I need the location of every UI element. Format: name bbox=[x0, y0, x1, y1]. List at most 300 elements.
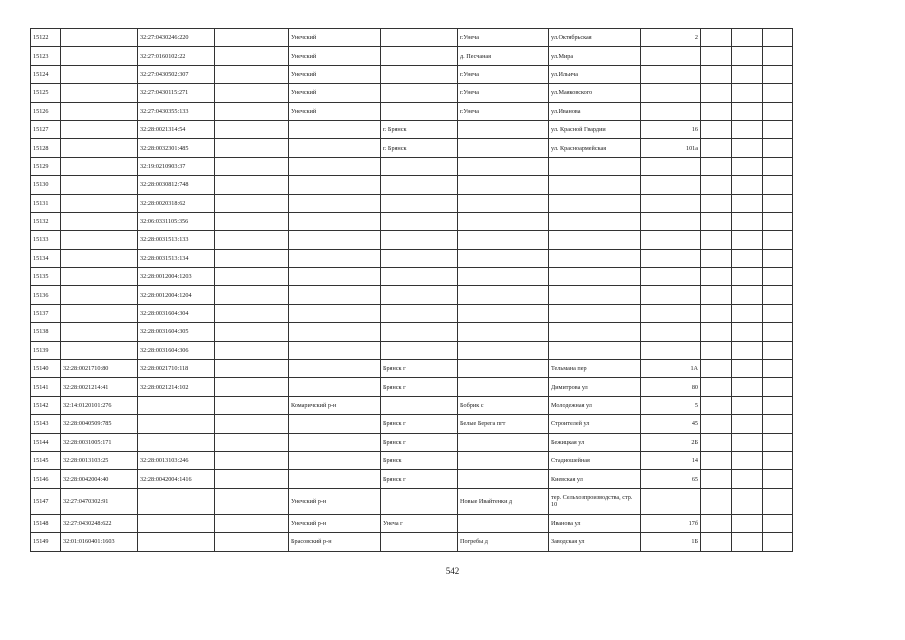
house-number-cell bbox=[641, 176, 701, 194]
empty-cell bbox=[763, 488, 793, 514]
empty-cell bbox=[732, 176, 763, 194]
row-number-cell: 15143 bbox=[31, 415, 61, 433]
empty-cell bbox=[701, 194, 732, 212]
house-number-cell: 101а bbox=[641, 139, 701, 157]
blank-cell-cell bbox=[215, 433, 289, 451]
empty-cell bbox=[701, 488, 732, 514]
blank-cell-cell bbox=[215, 120, 289, 138]
settlement-cell bbox=[458, 212, 549, 230]
table-row bbox=[31, 286, 793, 304]
blank-cell-cell bbox=[215, 249, 289, 267]
blank-cell-cell bbox=[215, 396, 289, 414]
city-cell bbox=[381, 231, 458, 249]
table-row bbox=[31, 249, 793, 267]
house-number-cell: 45 bbox=[641, 415, 701, 433]
table-row bbox=[31, 360, 793, 378]
street-cell: Киевская ул bbox=[549, 470, 641, 488]
empty-cell bbox=[732, 433, 763, 451]
empty-cell bbox=[701, 231, 732, 249]
empty-cell bbox=[732, 470, 763, 488]
blank-cell-cell bbox=[215, 470, 289, 488]
district-cell: Унечский bbox=[289, 65, 381, 83]
settlement-cell: Бобрик с bbox=[458, 396, 549, 414]
row-number-cell: 15137 bbox=[31, 304, 61, 322]
empty-cell bbox=[701, 29, 732, 47]
city-cell bbox=[381, 47, 458, 65]
empty-cell bbox=[763, 102, 793, 120]
house-number-cell: 17б bbox=[641, 514, 701, 532]
house-number-cell: 14 bbox=[641, 451, 701, 469]
street-cell: Строителей ул bbox=[549, 415, 641, 433]
city-cell bbox=[381, 268, 458, 286]
district-cell bbox=[289, 415, 381, 433]
empty-cell bbox=[732, 120, 763, 138]
row-number-cell: 15129 bbox=[31, 157, 61, 175]
city-cell bbox=[381, 29, 458, 47]
empty-cell bbox=[701, 433, 732, 451]
cadastral-number-cell: 32:28:0032301:485 bbox=[138, 139, 215, 157]
empty-cell bbox=[732, 533, 763, 551]
house-number-cell: 80 bbox=[641, 378, 701, 396]
empty-cell bbox=[701, 415, 732, 433]
table-row bbox=[31, 194, 793, 212]
empty-cell bbox=[701, 268, 732, 286]
cadastral-number-cell: 32:28:0031604:304 bbox=[138, 304, 215, 322]
settlement-cell bbox=[458, 231, 549, 249]
house-number-cell: 1Б bbox=[641, 533, 701, 551]
cadastral-number-cell: 32:28:0021214:102 bbox=[138, 378, 215, 396]
empty-cell bbox=[763, 249, 793, 267]
district-cell: Унечский р-н bbox=[289, 488, 381, 514]
empty-cell bbox=[701, 304, 732, 322]
street-cell: Молодежная ул bbox=[549, 396, 641, 414]
cadastral-number-old-cell bbox=[61, 194, 138, 212]
city-cell: Брянск г bbox=[381, 470, 458, 488]
table-row bbox=[31, 341, 793, 359]
street-cell: Бежицкая ул bbox=[549, 433, 641, 451]
cadastral-table bbox=[30, 28, 793, 552]
row-number-cell: 15125 bbox=[31, 84, 61, 102]
table-row bbox=[31, 488, 793, 514]
cadastral-number-old-cell bbox=[61, 29, 138, 47]
street-cell: Стадиошейная bbox=[549, 451, 641, 469]
house-number-cell bbox=[641, 323, 701, 341]
settlement-cell bbox=[458, 451, 549, 469]
empty-cell bbox=[701, 341, 732, 359]
empty-cell bbox=[701, 360, 732, 378]
cadastral-number-cell: 32:27:0430355:133 bbox=[138, 102, 215, 120]
row-number-cell: 15124 bbox=[31, 65, 61, 83]
settlement-cell bbox=[458, 157, 549, 175]
street-cell: ул. Красной Гвардии bbox=[549, 120, 641, 138]
blank-cell-cell bbox=[215, 360, 289, 378]
district-cell: Брасовский р-н bbox=[289, 533, 381, 551]
cadastral-number-cell bbox=[138, 396, 215, 414]
settlement-cell: г.Унеча bbox=[458, 29, 549, 47]
district-cell bbox=[289, 268, 381, 286]
cadastral-number-cell: 32:28:0031513:134 bbox=[138, 249, 215, 267]
empty-cell bbox=[763, 341, 793, 359]
district-cell bbox=[289, 304, 381, 322]
empty-cell bbox=[701, 286, 732, 304]
street-cell bbox=[549, 176, 641, 194]
table-row bbox=[31, 304, 793, 322]
row-number-cell: 15133 bbox=[31, 231, 61, 249]
empty-cell bbox=[701, 65, 732, 83]
table-row bbox=[31, 139, 793, 157]
empty-cell bbox=[732, 286, 763, 304]
blank-cell-cell bbox=[215, 231, 289, 249]
table-row bbox=[31, 451, 793, 469]
cadastral-number-cell: 32:28:0013103:246 bbox=[138, 451, 215, 469]
street-cell: ул.Октябрьская bbox=[549, 29, 641, 47]
cadastral-number-old-cell bbox=[61, 268, 138, 286]
blank-cell-cell bbox=[215, 341, 289, 359]
cadastral-number-old-cell bbox=[61, 286, 138, 304]
cadastral-number-cell: 32:28:0031513:133 bbox=[138, 231, 215, 249]
empty-cell bbox=[763, 268, 793, 286]
empty-cell bbox=[732, 231, 763, 249]
blank-cell-cell bbox=[215, 176, 289, 194]
cadastral-number-old-cell: 32:28:0021710:80 bbox=[61, 360, 138, 378]
blank-cell-cell bbox=[215, 157, 289, 175]
table-row bbox=[31, 231, 793, 249]
street-cell bbox=[549, 341, 641, 359]
row-number-cell: 15130 bbox=[31, 176, 61, 194]
table-row bbox=[31, 378, 793, 396]
district-cell bbox=[289, 286, 381, 304]
blank-cell-cell bbox=[215, 286, 289, 304]
settlement-cell bbox=[458, 378, 549, 396]
empty-cell bbox=[732, 212, 763, 230]
settlement-cell bbox=[458, 514, 549, 532]
empty-cell bbox=[763, 378, 793, 396]
row-number-cell: 15126 bbox=[31, 102, 61, 120]
settlement-cell bbox=[458, 286, 549, 304]
district-cell: Унечский bbox=[289, 47, 381, 65]
street-cell: ул.Иванова bbox=[549, 102, 641, 120]
cadastral-number-cell bbox=[138, 488, 215, 514]
empty-cell bbox=[732, 514, 763, 532]
city-cell bbox=[381, 396, 458, 414]
cadastral-number-old-cell bbox=[61, 212, 138, 230]
cadastral-number-old-cell: 32:27:0430248:622 bbox=[61, 514, 138, 532]
settlement-cell bbox=[458, 360, 549, 378]
empty-cell bbox=[732, 304, 763, 322]
empty-cell bbox=[763, 533, 793, 551]
empty-cell bbox=[732, 378, 763, 396]
settlement-cell bbox=[458, 470, 549, 488]
cadastral-number-cell: 32:28:0030812:748 bbox=[138, 176, 215, 194]
cadastral-number-cell: 32:28:0021710:118 bbox=[138, 360, 215, 378]
empty-cell bbox=[763, 47, 793, 65]
empty-cell bbox=[763, 120, 793, 138]
street-cell bbox=[549, 157, 641, 175]
street-cell bbox=[549, 286, 641, 304]
table-row bbox=[31, 323, 793, 341]
city-cell bbox=[381, 533, 458, 551]
settlement-cell bbox=[458, 304, 549, 322]
settlement-cell: г.Унеча bbox=[458, 102, 549, 120]
empty-cell bbox=[732, 249, 763, 267]
cadastral-number-old-cell bbox=[61, 65, 138, 83]
empty-cell bbox=[701, 139, 732, 157]
district-cell bbox=[289, 470, 381, 488]
district-cell bbox=[289, 231, 381, 249]
settlement-cell: Новые Ивайтенки д bbox=[458, 488, 549, 514]
house-number-cell: 5 bbox=[641, 396, 701, 414]
empty-cell bbox=[732, 194, 763, 212]
row-number-cell: 15135 bbox=[31, 268, 61, 286]
empty-cell bbox=[701, 47, 732, 65]
table-row bbox=[31, 533, 793, 551]
blank-cell-cell bbox=[215, 533, 289, 551]
house-number-cell bbox=[641, 65, 701, 83]
empty-cell bbox=[701, 157, 732, 175]
district-cell bbox=[289, 176, 381, 194]
empty-cell bbox=[763, 176, 793, 194]
settlement-cell bbox=[458, 249, 549, 267]
settlement-cell: г.Унеча bbox=[458, 65, 549, 83]
settlement-cell: Погребы д bbox=[458, 533, 549, 551]
street-cell: Заводская ул bbox=[549, 533, 641, 551]
district-cell bbox=[289, 249, 381, 267]
empty-cell bbox=[732, 139, 763, 157]
cadastral-number-old-cell: 32:28:0042004:40 bbox=[61, 470, 138, 488]
row-number-cell: 15127 bbox=[31, 120, 61, 138]
cadastral-number-cell: 32:19:0210903:37 bbox=[138, 157, 215, 175]
city-cell: г. Брянск bbox=[381, 120, 458, 138]
empty-cell bbox=[701, 249, 732, 267]
street-cell bbox=[549, 304, 641, 322]
district-cell bbox=[289, 360, 381, 378]
empty-cell bbox=[763, 212, 793, 230]
empty-cell bbox=[701, 451, 732, 469]
city-cell: Брянск г bbox=[381, 360, 458, 378]
cadastral-number-cell bbox=[138, 415, 215, 433]
district-cell: Комаричский р-н bbox=[289, 396, 381, 414]
cadastral-number-cell: 32:27:0430502:307 bbox=[138, 65, 215, 83]
blank-cell-cell bbox=[215, 514, 289, 532]
district-cell bbox=[289, 433, 381, 451]
cadastral-number-old-cell bbox=[61, 304, 138, 322]
empty-cell bbox=[701, 396, 732, 414]
cadastral-number-old-cell bbox=[61, 139, 138, 157]
empty-cell bbox=[732, 360, 763, 378]
row-number-cell: 15148 bbox=[31, 514, 61, 532]
house-number-cell: 2 bbox=[641, 29, 701, 47]
district-cell bbox=[289, 157, 381, 175]
city-cell bbox=[381, 304, 458, 322]
row-number-cell: 15132 bbox=[31, 212, 61, 230]
empty-cell bbox=[732, 396, 763, 414]
empty-cell bbox=[701, 323, 732, 341]
settlement-cell: д. Песчаная bbox=[458, 47, 549, 65]
row-number-cell: 15144 bbox=[31, 433, 61, 451]
row-number-cell: 15131 bbox=[31, 194, 61, 212]
district-cell bbox=[289, 323, 381, 341]
empty-cell bbox=[763, 451, 793, 469]
settlement-cell: г.Унеча bbox=[458, 84, 549, 102]
district-cell: Унечский bbox=[289, 84, 381, 102]
city-cell bbox=[381, 65, 458, 83]
district-cell bbox=[289, 194, 381, 212]
row-number-cell: 15123 bbox=[31, 47, 61, 65]
empty-cell bbox=[763, 65, 793, 83]
row-number-cell: 15136 bbox=[31, 286, 61, 304]
city-cell bbox=[381, 176, 458, 194]
cadastral-number-cell: 32:27:0430246:220 bbox=[138, 29, 215, 47]
empty-cell bbox=[732, 84, 763, 102]
cadastral-number-cell: 32:28:0021314:54 bbox=[138, 120, 215, 138]
cadastral-number-old-cell: 32:28:0031005:171 bbox=[61, 433, 138, 451]
empty-cell bbox=[763, 29, 793, 47]
row-number-cell: 15146 bbox=[31, 470, 61, 488]
empty-cell bbox=[732, 451, 763, 469]
empty-cell bbox=[732, 488, 763, 514]
table-row bbox=[31, 157, 793, 175]
cadastral-number-cell: 32:27:0430115:271 bbox=[138, 84, 215, 102]
empty-cell bbox=[732, 323, 763, 341]
empty-cell bbox=[763, 139, 793, 157]
blank-cell-cell bbox=[215, 451, 289, 469]
empty-cell bbox=[763, 231, 793, 249]
blank-cell-cell bbox=[215, 488, 289, 514]
cadastral-number-old-cell bbox=[61, 84, 138, 102]
house-number-cell: 16 bbox=[641, 120, 701, 138]
city-cell bbox=[381, 286, 458, 304]
city-cell: Брянск г bbox=[381, 415, 458, 433]
empty-cell bbox=[701, 212, 732, 230]
empty-cell bbox=[763, 433, 793, 451]
settlement-cell bbox=[458, 194, 549, 212]
row-number-cell: 15122 bbox=[31, 29, 61, 47]
blank-cell-cell bbox=[215, 65, 289, 83]
house-number-cell: 2Б bbox=[641, 433, 701, 451]
cadastral-number-old-cell: 32:01:0160401:1603 bbox=[61, 533, 138, 551]
document-page bbox=[30, 28, 793, 552]
cadastral-number-cell: 32:28:0012004:1203 bbox=[138, 268, 215, 286]
row-number-cell: 15142 bbox=[31, 396, 61, 414]
house-number-cell bbox=[641, 249, 701, 267]
street-cell: Димитрова ул bbox=[549, 378, 641, 396]
street-cell: Тельмана пер bbox=[549, 360, 641, 378]
city-cell bbox=[381, 323, 458, 341]
table-row bbox=[31, 212, 793, 230]
empty-cell bbox=[701, 470, 732, 488]
house-number-cell bbox=[641, 268, 701, 286]
table-row bbox=[31, 120, 793, 138]
street-cell bbox=[549, 212, 641, 230]
cadastral-number-old-cell: 32:27:0470302:91 bbox=[61, 488, 138, 514]
empty-cell bbox=[701, 120, 732, 138]
empty-cell bbox=[763, 360, 793, 378]
cadastral-number-cell: 32:28:0020318:62 bbox=[138, 194, 215, 212]
street-cell bbox=[549, 231, 641, 249]
house-number-cell: 65 bbox=[641, 470, 701, 488]
blank-cell-cell bbox=[215, 304, 289, 322]
cadastral-number-old-cell: 32:14:0120101:276 bbox=[61, 396, 138, 414]
empty-cell bbox=[763, 396, 793, 414]
district-cell bbox=[289, 139, 381, 157]
city-cell bbox=[381, 488, 458, 514]
empty-cell bbox=[763, 157, 793, 175]
table-row bbox=[31, 84, 793, 102]
house-number-cell bbox=[641, 286, 701, 304]
street-cell: ул.Маяковского bbox=[549, 84, 641, 102]
house-number-cell bbox=[641, 231, 701, 249]
settlement-cell bbox=[458, 176, 549, 194]
settlement-cell bbox=[458, 268, 549, 286]
district-cell: Унечский bbox=[289, 29, 381, 47]
cadastral-number-cell bbox=[138, 533, 215, 551]
district-cell: Унечский р-н bbox=[289, 514, 381, 532]
house-number-cell bbox=[641, 102, 701, 120]
city-cell bbox=[381, 249, 458, 267]
cadastral-number-cell: 32:28:0042004:1416 bbox=[138, 470, 215, 488]
empty-cell bbox=[763, 514, 793, 532]
city-cell: г. Брянск bbox=[381, 139, 458, 157]
empty-cell bbox=[763, 470, 793, 488]
district-cell bbox=[289, 341, 381, 359]
table-row bbox=[31, 415, 793, 433]
settlement-cell bbox=[458, 433, 549, 451]
row-number-cell: 15140 bbox=[31, 360, 61, 378]
blank-cell-cell bbox=[215, 84, 289, 102]
blank-cell-cell bbox=[215, 47, 289, 65]
house-number-cell bbox=[641, 304, 701, 322]
cadastral-number-old-cell bbox=[61, 176, 138, 194]
city-cell: Брянск г bbox=[381, 378, 458, 396]
table-row bbox=[31, 102, 793, 120]
cadastral-number-cell bbox=[138, 433, 215, 451]
table-row bbox=[31, 514, 793, 532]
empty-cell bbox=[763, 415, 793, 433]
house-number-cell bbox=[641, 47, 701, 65]
district-cell bbox=[289, 451, 381, 469]
city-cell: Брянск bbox=[381, 451, 458, 469]
street-cell bbox=[549, 268, 641, 286]
empty-cell bbox=[701, 378, 732, 396]
cadastral-number-old-cell bbox=[61, 249, 138, 267]
blank-cell-cell bbox=[215, 139, 289, 157]
row-number-cell: 15145 bbox=[31, 451, 61, 469]
city-cell bbox=[381, 157, 458, 175]
cadastral-number-old-cell: 32:28:0040509:785 bbox=[61, 415, 138, 433]
street-cell: ул.Мира bbox=[549, 47, 641, 65]
blank-cell-cell bbox=[215, 102, 289, 120]
house-number-cell: 1А bbox=[641, 360, 701, 378]
row-number-cell: 15149 bbox=[31, 533, 61, 551]
empty-cell bbox=[701, 514, 732, 532]
house-number-cell bbox=[641, 84, 701, 102]
blank-cell-cell bbox=[215, 323, 289, 341]
empty-cell bbox=[701, 84, 732, 102]
cadastral-number-old-cell: 32:28:0013103:25 bbox=[61, 451, 138, 469]
street-cell: тер. Сельхозпроизводства, стр. 10 bbox=[549, 488, 641, 514]
cadastral-number-old-cell bbox=[61, 341, 138, 359]
empty-cell bbox=[732, 268, 763, 286]
row-number-cell: 15138 bbox=[31, 323, 61, 341]
cadastral-number-cell bbox=[138, 514, 215, 532]
city-cell: Унеча г bbox=[381, 514, 458, 532]
table-row bbox=[31, 176, 793, 194]
cadastral-number-old-cell bbox=[61, 157, 138, 175]
cadastral-number-old-cell bbox=[61, 47, 138, 65]
city-cell bbox=[381, 341, 458, 359]
table-row bbox=[31, 268, 793, 286]
cadastral-number-cell: 32:28:0031604:305 bbox=[138, 323, 215, 341]
